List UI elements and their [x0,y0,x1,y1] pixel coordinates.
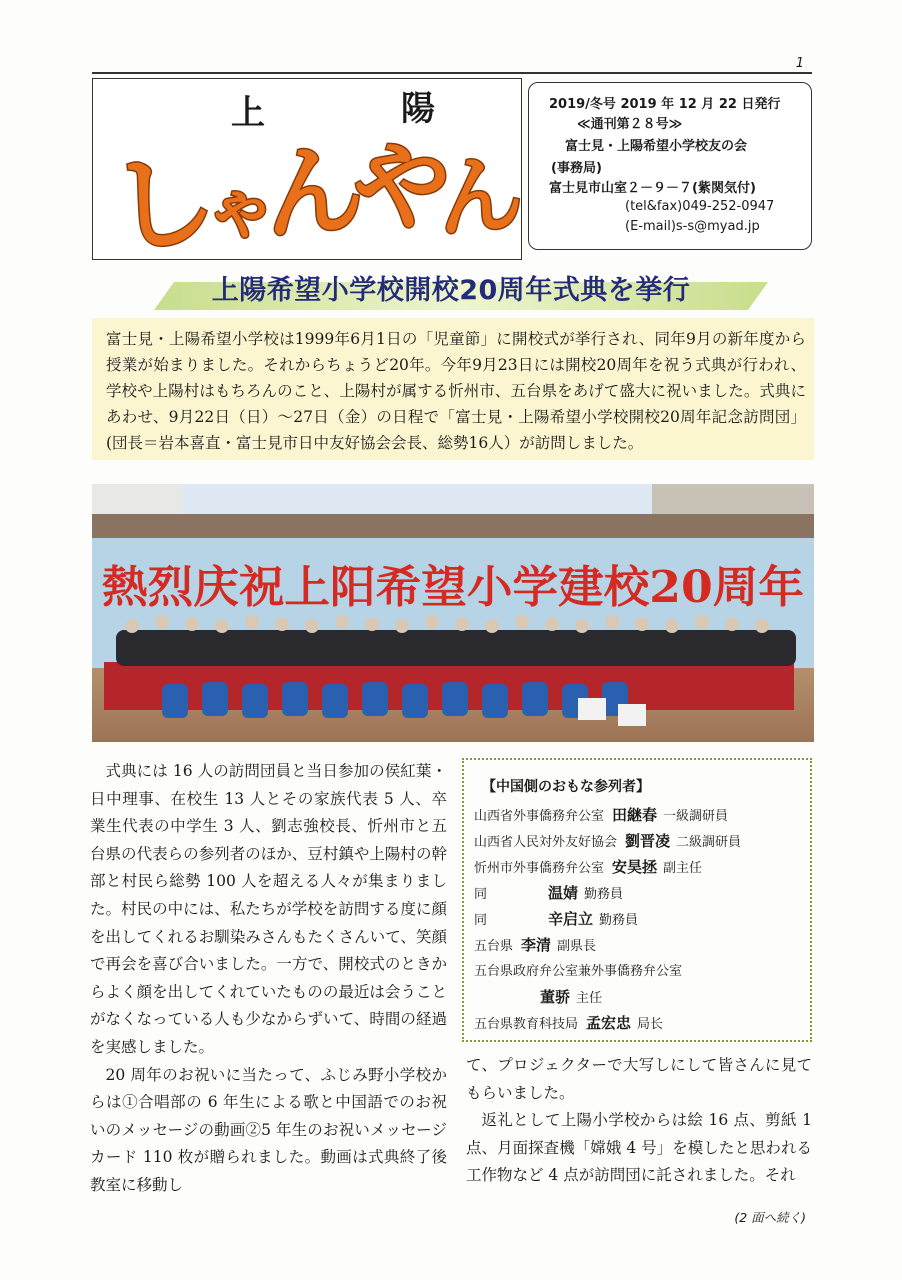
continued-note: (2 面へ続く) [734,1210,806,1225]
article-right-column [466,1052,812,1190]
banner-text: 熱烈庆祝上阳希望小学建校20周年 [102,562,804,613]
masthead [92,78,528,270]
article-paragraph-1: 式典には 16 人の訪問団員と当日参加の侯紅葉・日中理事、在校生 13 人とその家族代表 5 人、卒業生代表の中学生 3 人、劉志強校長、忻州市と五台県の代表らの参列者のほか、豆村鎮や上陽村の幹部と村民ら総勢 100 人を超える人々が集まりました。村民の中には、私たちが学校を訪問する度に顔を出してくれるお馴染みさんもたくさんいて、笑顔で再会を喜び合いました。一方で、開校式のときからよく顔を出してくれていたものの最近は会うことがなくなっている人も少なからずいて、時間の経過を実感しました。 [90,762,447,1056]
masthead-logo [101,123,528,270]
participant-row: 董骄 主任 [540,988,603,1006]
issue-info-box [528,82,812,250]
intro-box [92,318,814,460]
intro-text: 富士見・上陽希望小学校は1999年6月1日の「児童節」に開校式が挙行され、同年9月の新年度から授業が始まりました。それからちょうど20年。今年9月23日には開校20周年を祝う式典が行われ、学校や上陽村はもちろんのこと、上陽村が属する忻州市、五台県をあげて盛大に祝いました。式典にあわせ、9月22日（日）～27日（金）の日程で「富士見・上陽希望小学校開校20周年記念訪問団」(団長＝岩本喜直・富士見市日中友好協会会長、総勢16人）が訪問しました。 [106,330,806,452]
logo-char-4: や [347,126,458,250]
logo-char-1: し [105,137,222,270]
office-address: 富士見市山室２－９－７(紫関気付) [549,181,756,196]
issue-date: 2019/冬号 2019 年 12 月 22 日発行 [549,97,781,112]
article-paragraph-3: て、プロジェクターで大写しにして皆さんに見てもらいました。 [466,1056,812,1102]
masthead-you-character: 陽 [401,89,435,129]
logo-char-2: ゃ [201,163,280,253]
headline: 上陽希望小学校開校20周年式典を挙行 [211,275,691,306]
issue-serial: ≪通刊第２８号≫ [577,117,683,132]
logo-char-3: ん [257,128,369,256]
participant-row: 五台県政府弁公室兼外事僑務弁公室 [474,964,683,979]
article-paragraph-4: 返礼として上陽小学校からは絵 16 点、剪紙 1 点、月面探査機「嫦娥 4 号」を模したと思われる工作物など 4 点が訪問団に託されました。それ [466,1111,812,1185]
participant-row: 山西省外事僑務弁公室 田継春 一級調研員 [474,806,729,824]
office-email: (E-mail)s-s@myad.jp [625,219,760,234]
participants-box [462,758,812,1042]
participants-title: 【中国側のおもな参列者】 [482,779,650,795]
logo-char-5: ん [431,142,528,252]
top-rule [92,72,812,74]
office-tel: (tel&fax)049-252-0947 [625,199,775,214]
article-paragraph-2: 20 周年のお祝いに当たって、ふじみ野小学校からは①合唱部の 6 年生による歌と中国語でのお祝いのメッセージの動画②5 年生のお祝いメッセージカード 110 枚が贈られました。動画は式典終了後教室に移動し [90,1065,447,1194]
participant-row: 山西省人民対外友好協会 劉晋凌 二級調研員 [474,832,742,850]
page-number: 1 [795,56,804,71]
group-photo [92,484,814,742]
participant-row: 同 辛启立 勤務員 [474,910,639,928]
participant-row: 忻州市外事僑務弁公室 安昊拯 副主任 [474,858,703,876]
publisher-name: 富士見・上陽希望小学校友の会 [565,139,748,154]
participant-row: 五台県 李清 副県長 [474,936,597,954]
masthead-kami-character: 上 [231,93,265,133]
participant-row: 五台県教育科技局 孟宏忠 局长 [474,1014,664,1032]
article-left-column [90,758,447,1200]
office-label: (事務局) [551,161,602,176]
participant-row: 同 温婧 勤務員 [474,884,624,902]
